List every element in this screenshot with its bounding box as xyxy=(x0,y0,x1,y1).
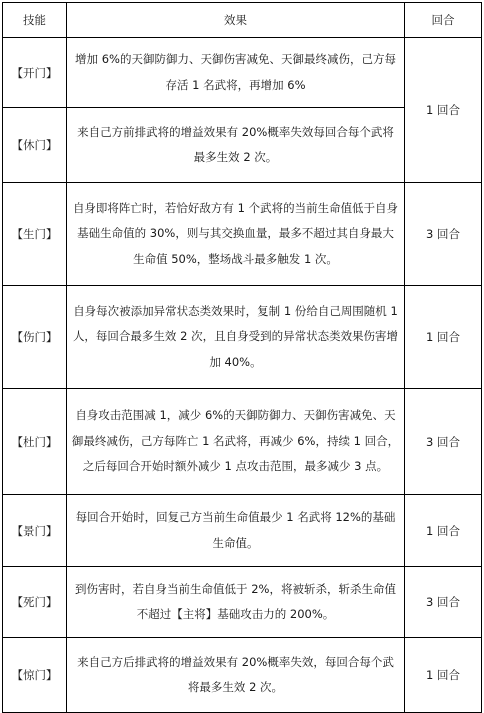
effect-line: 之后每回合开始时额外减少 1 点攻击范围，最多减少 3 点。 xyxy=(82,459,389,474)
effect-line: 不超过【主将】基础攻击力的 200%。 xyxy=(136,607,335,621)
skill-effect xyxy=(67,638,405,713)
skill-name: 【死门】 xyxy=(3,567,67,638)
skill-effect xyxy=(67,286,405,389)
effect-line: 基础生命值的 30%，则与其交换血量，最多不超过其自身最大 xyxy=(77,226,394,241)
table-row xyxy=(3,38,482,108)
header-rounds: 回合 xyxy=(405,3,482,38)
table-row xyxy=(3,567,482,638)
skill-name: 【伤门】 xyxy=(3,286,67,389)
effect-line: 最多生效 2 次。 xyxy=(193,150,278,164)
skill-name: 【休门】 xyxy=(3,108,67,183)
effect-line: 自身即将阵亡时，若恰好敌方有 1 个武将的当前生命值低于自身 xyxy=(72,200,399,215)
skill-rounds: 1 回合 xyxy=(405,286,482,389)
skill-effect xyxy=(67,495,405,567)
skill-rounds: 1 回合 xyxy=(405,38,482,183)
effect-line: 将最多生效 2 次。 xyxy=(187,680,284,694)
skill-rounds: 1 回合 xyxy=(405,495,482,567)
effect-line: 生命值。 xyxy=(212,535,259,550)
skill-effect xyxy=(67,183,405,286)
skill-name: 【景门】 xyxy=(3,495,67,567)
header-row xyxy=(3,3,482,38)
skills-table xyxy=(2,2,482,713)
effect-line: 自身每次被添加异常状态类效果时，复制 1 份给自己周围随机 1 xyxy=(73,303,398,318)
table-row xyxy=(3,495,482,567)
skill-effect xyxy=(67,108,405,183)
table-row xyxy=(3,183,482,286)
skills-table-container xyxy=(2,2,482,713)
effect-line: 自身攻击范围减 1，减少 6%的天御防御力、天御伤害减免、天 xyxy=(75,408,396,423)
effect-line: 加 40%。 xyxy=(209,354,262,369)
skill-rounds: 3 回合 xyxy=(405,183,482,286)
header-skill: 技能 xyxy=(3,3,67,38)
effect-line: 御最终减伤，己方每阵亡 1 名武将，再减少 6%，持续 1 回合， xyxy=(71,433,400,448)
skill-name: 【开门】 xyxy=(3,38,67,108)
effect-line: 生命值 50%，整场战斗最多触发 1 次。 xyxy=(133,251,338,266)
skill-name: 【生门】 xyxy=(3,183,67,286)
table-row xyxy=(3,389,482,495)
skill-name: 【杜门】 xyxy=(3,389,67,495)
table-row xyxy=(3,638,482,713)
skill-effect xyxy=(67,38,405,108)
header-effect: 效果 xyxy=(67,3,405,38)
skill-effect xyxy=(67,567,405,638)
effect-line: 到伤害时，若自身当前生命值低于 2%，将被斩杀，斩杀生命值 xyxy=(75,581,396,596)
skill-effect xyxy=(67,389,405,495)
effect-line: 人，每回合最多生效 2 次，且自身受到的异常状态类效果伤害增 xyxy=(72,329,399,344)
table-row xyxy=(3,286,482,389)
skill-rounds: 3 回合 xyxy=(405,389,482,495)
effect-line: 存活 1 名武将，再增加 6% xyxy=(165,77,306,92)
effect-line: 每回合开始时，回复己方当前生命值最少 1 名武将 12%的基础 xyxy=(75,510,396,524)
effect-line: 来自己方后排武将的增益效果有 20%概率失效，每回合每个武 xyxy=(77,654,394,669)
effect-line: 增加 6%的天御防御力、天御伤害减免、天御最终减伤，己方每 xyxy=(75,52,396,66)
skill-rounds: 1 回合 xyxy=(405,638,482,713)
effect-line: 来自己方前排武将的增益效果有 20%概率失效每回合每个武将 xyxy=(77,124,394,139)
skill-name: 【惊门】 xyxy=(3,638,67,713)
skill-rounds: 3 回合 xyxy=(405,567,482,638)
